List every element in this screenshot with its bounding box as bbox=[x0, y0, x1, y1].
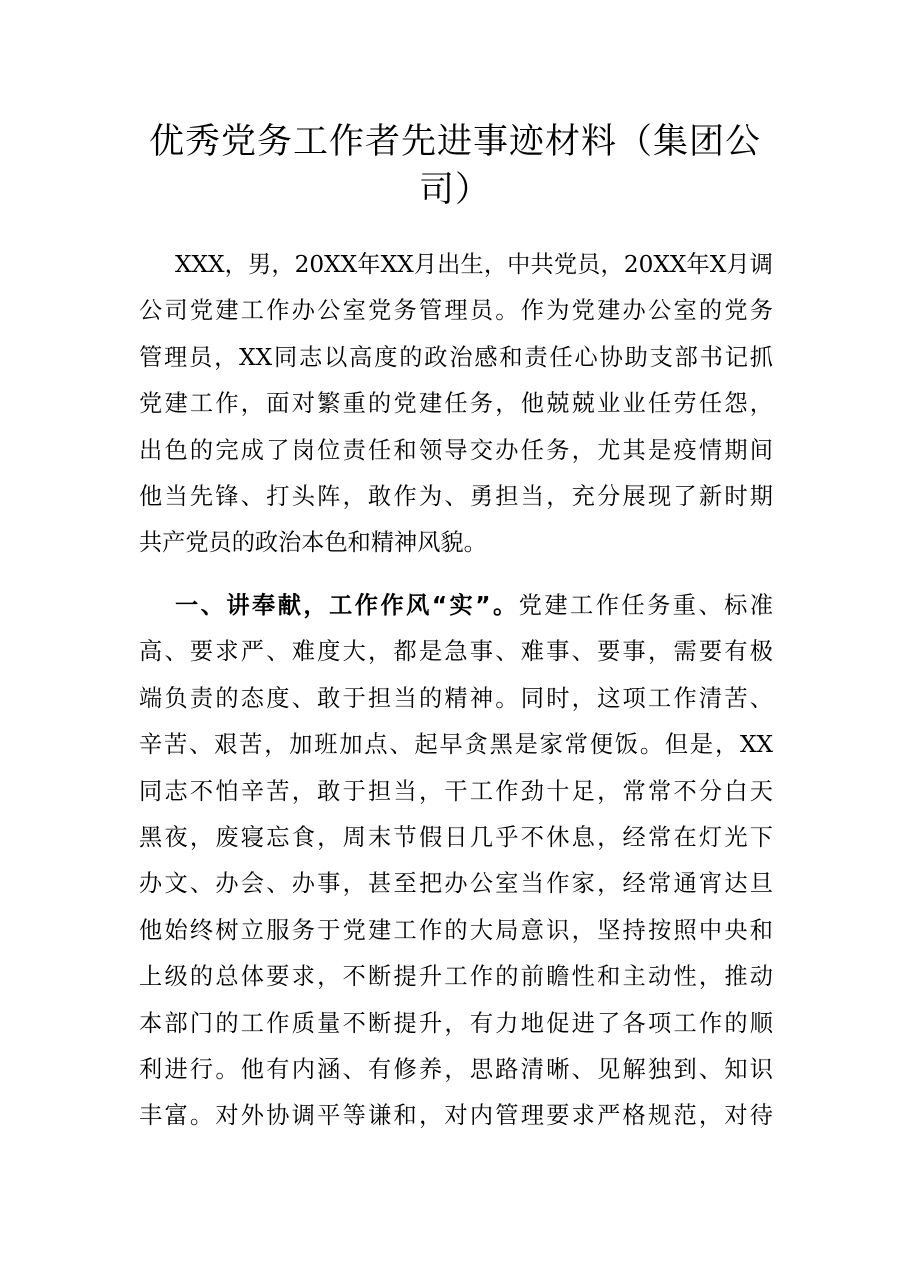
paragraph-line: 管理员，XX同志以高度的政治感和责任心协助支部书记抓 bbox=[139, 343, 773, 371]
paragraph-line: 黑夜，废寝忘食，周末节假日几乎不休息，经常在灯光下 bbox=[139, 823, 773, 851]
paragraph-line: XXX，男，20XX年XX月出生，中共党员，20XX年X月调 bbox=[175, 251, 773, 278]
paragraph-line-rest: 党建工作任务重、标准 bbox=[518, 592, 774, 619]
paragraph-line: 丰富。对外协调平等谦和，对内管理要求严格规范，对待 bbox=[139, 1102, 773, 1130]
paragraph-line: 上级的总体要求，不断提升工作的前瞻性和主动性，推动 bbox=[139, 963, 773, 991]
paragraph-line: 高、要求严、难度大，都是急事、难事、要事，需要有极 bbox=[139, 638, 773, 666]
paragraph-line: 公司党建工作办公室党务管理员。作为党建办公室的党务 bbox=[139, 297, 773, 325]
title-line-1: 优秀党务工作者先进事迹材料（集团公 bbox=[148, 122, 761, 162]
paragraph-line: 出色的完成了岗位责任和领导交办任务，尤其是疫情期间 bbox=[139, 436, 773, 464]
paragraph-section-one bbox=[139, 583, 773, 1140]
paragraph-first-line bbox=[139, 583, 773, 629]
paragraph-line: 他始终树立服务于党建工作的大局意识，坚持按照中央和 bbox=[139, 916, 773, 944]
paragraph-line: 利进行。他有内涵、有修养，思路清晰、见解独到、知识 bbox=[139, 1055, 773, 1083]
paragraph-intro bbox=[139, 242, 773, 567]
paragraph-line: 共产党员的政治本色和精神风貌。 bbox=[139, 529, 487, 557]
paragraph-line: 本部门的工作质量不断提升，有力地促进了各项工作的顺 bbox=[139, 1009, 773, 1037]
title-line-2: 司） bbox=[418, 170, 491, 210]
paragraph-line: 辛苦、艰苦，加班加点、起早贪黑是家常便饭。但是，XX bbox=[139, 731, 773, 759]
paragraph-line: 办文、办会、办事，甚至把办公室当作家，经常通宵达旦 bbox=[139, 870, 773, 898]
section-heading: 一、讲奉献，工作作风“实”。 bbox=[175, 592, 519, 619]
paragraph-line: 党建工作，面对繁重的党建任务，他兢兢业业任劳任怨， bbox=[139, 390, 773, 418]
paragraph-line: 他当先锋、打头阵，敢作为、勇担当，充分展现了新时期 bbox=[139, 482, 773, 510]
paragraph-line: 同志不怕辛苦，敢于担当，干工作劲十足，常常不分白天 bbox=[139, 777, 773, 805]
paragraph-line: 端负责的态度、敢于担当的精神。同时，这项工作清苦、 bbox=[139, 684, 773, 712]
document-title bbox=[140, 118, 770, 214]
